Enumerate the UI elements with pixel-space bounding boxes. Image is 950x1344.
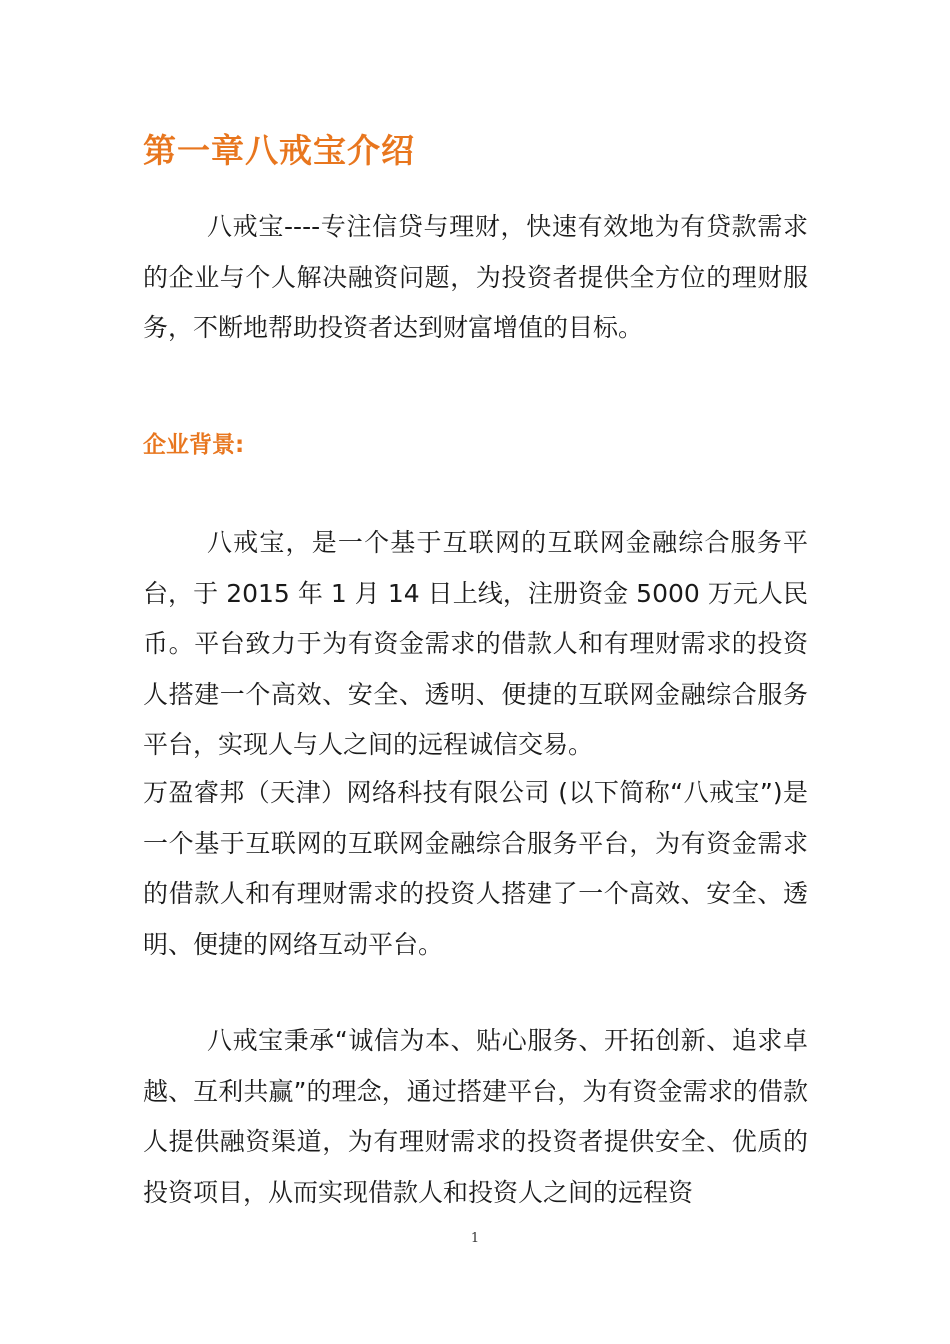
page-number: 1 [470,1231,480,1246]
philosophy-paragraph: 八戒宝秉承“诚信为本、贴心服务、开拓创新、追求卓越、互利共赢”的理念，通过搭建平台，为有资金需求的借款人提供融资渠道，为有理财需求的投资者提供安全、优质的投资项目，从而实现借款人和投资人之间的远程资 [143,1026,808,1207]
section-heading-background: 企业背景: [143,432,245,458]
chapter-title: 第一章八戒宝介绍 [143,131,415,170]
intro-paragraph: 八戒宝----专注信贷与理财，快速有效地为有贷款需求的企业与个人解决融资问题，为投资者提供全方位的理财服务，不断地帮助投资者达到财富增值的目标。 [143,212,808,342]
background-paragraph-2: 万盈睿邦（天津）网络科技有限公司 (以下简称“八戒宝”)是一个基于互联网的互联网金融综合服务平台，为有资金需求的借款人和有理财需求的投资人搭建了一个高效、安全、透明、便捷的网络互动平台。 [143,778,808,959]
background-paragraph-1: 八戒宝，是一个基于互联网的互联网金融综合服务平台，于 2015 年 1 月 14 日上线，注册资金 5000 万元人民币。平台致力于为有资金需求的借款人和有理财需求的投资人搭建一个高效、安全、透明、便捷的互联网金融综合服务平台，实现人与人之间的远程诚信交易。 [143,528,808,759]
